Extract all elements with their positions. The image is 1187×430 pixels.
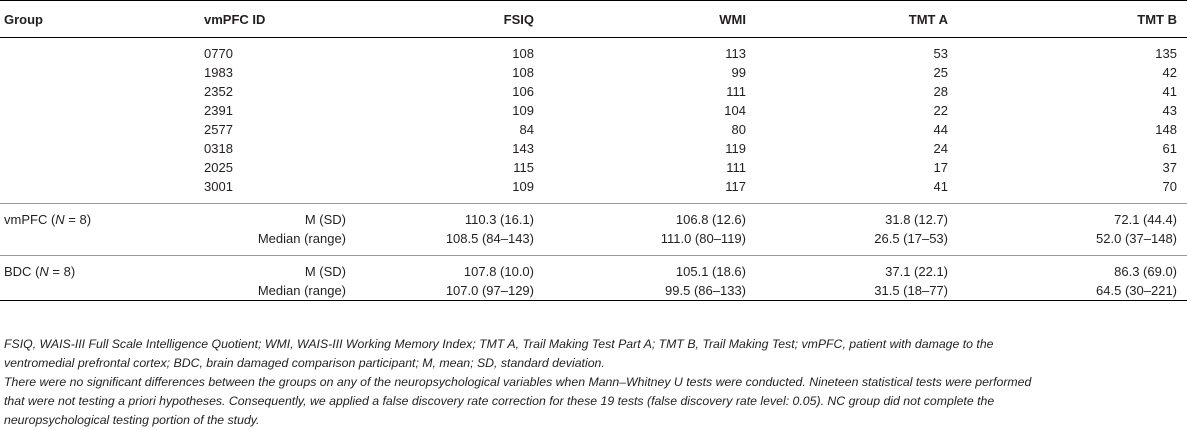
participant-id: 2025 xyxy=(204,160,233,175)
tmta-value: 17 xyxy=(933,160,948,175)
wmi-value: 113 xyxy=(725,46,746,61)
fsiq-value: 107.8 (10.0) xyxy=(463,264,534,279)
fsiq-value: 84 xyxy=(519,122,534,137)
tmtb-value: 86.3 (69.0) xyxy=(1114,264,1177,279)
wmi-value: 119 xyxy=(725,141,746,156)
col-header-wmi: WMI xyxy=(719,11,746,27)
wmi-value: 111 xyxy=(726,160,746,175)
tmta-value: 26.5 (17–53) xyxy=(874,231,948,246)
wmi-value: 111 xyxy=(726,84,746,99)
fsiq-value: 143 xyxy=(512,141,534,156)
stat-label: Median (range) xyxy=(257,231,346,246)
wmi-value: 99.5 (86–133) xyxy=(665,283,746,298)
summary-row xyxy=(0,256,1187,282)
table-row xyxy=(0,120,1187,139)
header-row xyxy=(0,1,1187,38)
tmtb-value: 52.0 (37–148) xyxy=(1096,231,1177,246)
fsiq-value: 106 xyxy=(512,84,534,99)
tmtb-value: 135 xyxy=(1155,46,1177,61)
stat-label: M (SD) xyxy=(304,212,346,227)
fsiq-value: 107.0 (97–129) xyxy=(445,283,534,298)
wmi-value: 111.0 (80–119) xyxy=(660,231,746,246)
table-footnotes xyxy=(4,335,1049,430)
table-row xyxy=(0,177,1187,196)
wmi-value: 80 xyxy=(731,122,746,137)
group-label: vmPFC (N = 8) xyxy=(4,212,92,227)
col-header-id: vmPFC ID xyxy=(204,11,266,27)
col-header-group: Group xyxy=(4,11,43,27)
tmtb-value: 41 xyxy=(1162,84,1177,99)
tmtb-value: 37 xyxy=(1162,160,1177,175)
abbreviations-note: FSIQ, WAIS-III Full Scale Intelligence Quotient; WMI, WAIS-III Working Memory Index; TMT A, Trail Making Test Part A; TMT B, Trail Making Test; vmPFC, patient with damage to the ventromedial prefrontal cortex; BDC, brain damaged comparison participant; M, mean; SD, standard deviation. xyxy=(4,337,994,370)
tmtb-value: 42 xyxy=(1162,65,1177,80)
table-row xyxy=(0,38,1187,64)
stat-label: Median (range) xyxy=(257,283,346,298)
tmta-value: 44 xyxy=(933,122,948,137)
wmi-value: 106.8 (12.6) xyxy=(675,212,746,227)
participant-id: 2352 xyxy=(204,84,233,99)
tmta-value: 24 xyxy=(933,141,948,156)
tmta-value: 53 xyxy=(933,46,948,61)
participant-id: 0318 xyxy=(204,141,233,156)
participant-id: 0770 xyxy=(204,46,233,61)
tmtb-value: 72.1 (44.4) xyxy=(1114,212,1177,227)
tmtb-value: 148 xyxy=(1155,122,1177,137)
table-row xyxy=(0,139,1187,158)
fsiq-value: 115 xyxy=(513,160,534,175)
tmtb-value: 64.5 (30–221) xyxy=(1096,283,1177,298)
col-header-fsiq: FSIQ xyxy=(503,11,534,27)
tmta-value: 31.8 (12.7) xyxy=(885,212,948,227)
participant-id: 2391 xyxy=(204,103,233,118)
tmta-value: 41 xyxy=(933,179,948,194)
wmi-value: 117 xyxy=(725,179,746,194)
statistics-note: There were no significant differences between the groups on any of the neuropsychological variables when Mann–Whitney U tests were conducted. Nineteen statistical tests were performed that were not testing a priori hypotheses. Consequently, we applied a false discovery rate correction for these 19 tests (false discovery rate level: 0.05). NC group did not complete the neuropsychological testing portion of the study. xyxy=(4,375,1032,427)
summary-row xyxy=(0,204,1187,230)
tmta-value: 28 xyxy=(933,84,948,99)
col-header-tmtb: TMT B xyxy=(1137,11,1177,27)
fsiq-value: 109 xyxy=(512,179,534,194)
fsiq-value: 110.3 (16.1) xyxy=(464,212,534,227)
table-row xyxy=(0,101,1187,120)
participant-id: 3001 xyxy=(204,179,233,194)
wmi-value: 105.1 (18.6) xyxy=(675,264,746,279)
table-row xyxy=(0,63,1187,82)
summary-row xyxy=(0,281,1187,301)
tmtb-value: 70 xyxy=(1162,179,1177,194)
summary-row xyxy=(0,229,1187,248)
tmta-value: 31.5 (18–77) xyxy=(874,283,948,298)
fsiq-value: 108 xyxy=(512,46,534,61)
participant-id: 2577 xyxy=(204,122,233,137)
participant-id: 1983 xyxy=(204,65,233,80)
tmta-value: 25 xyxy=(933,65,948,80)
fsiq-value: 109 xyxy=(512,103,534,118)
fsiq-value: 108 xyxy=(512,65,534,80)
table-row xyxy=(0,158,1187,177)
tmta-value: 22 xyxy=(933,103,948,118)
tmtb-value: 43 xyxy=(1162,103,1177,118)
col-header-tmta: TMT A xyxy=(908,11,948,27)
fsiq-value: 108.5 (84–143) xyxy=(445,231,534,246)
tmtb-value: 61 xyxy=(1162,141,1177,156)
stat-label: M (SD) xyxy=(304,264,346,279)
group-label: BDC (N = 8) xyxy=(4,264,76,279)
table-row xyxy=(0,82,1187,101)
wmi-value: 99 xyxy=(731,65,746,80)
wmi-value: 104 xyxy=(724,103,746,118)
tmta-value: 37.1 (22.1) xyxy=(885,264,948,279)
